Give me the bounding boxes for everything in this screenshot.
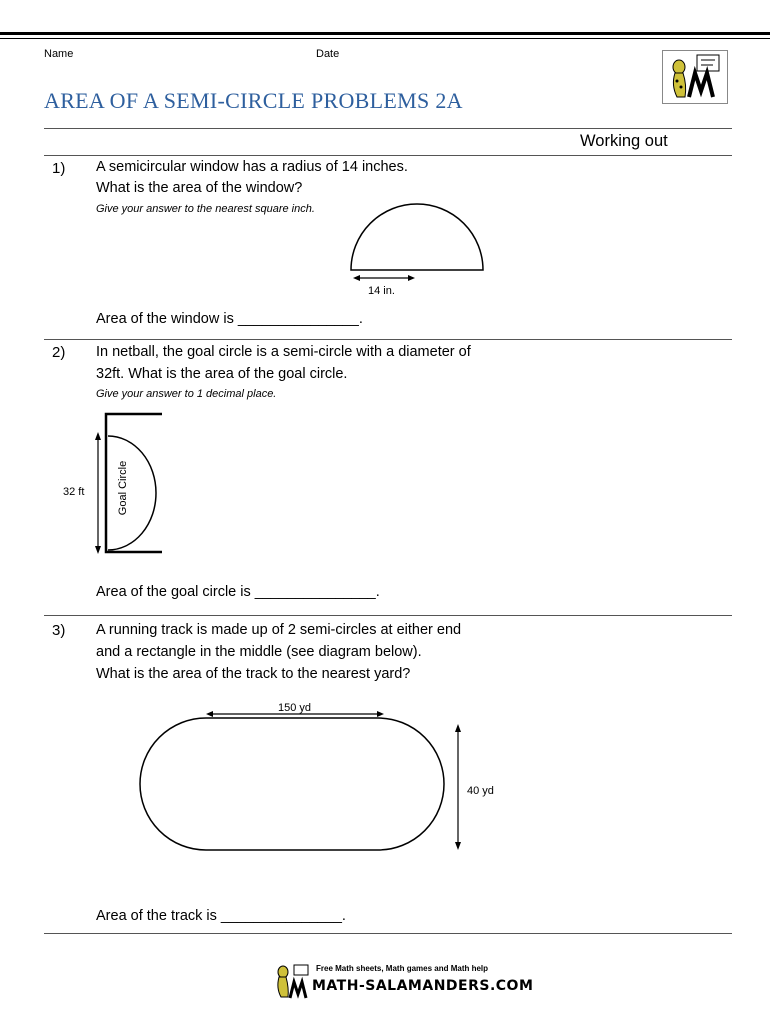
footer-logo	[272, 962, 534, 1002]
problem-1-answer: Area of the window is _______________.	[96, 311, 363, 327]
divider	[44, 155, 732, 156]
date-label: Date	[316, 48, 340, 60]
divider	[44, 128, 732, 129]
running-track-diagram	[140, 700, 480, 860]
window-radius-label: 14 in.	[368, 285, 395, 297]
problem-2-number: 2)	[52, 344, 66, 361]
problem-2-line-2: 32ft. What is the area of the goal circle.	[96, 366, 348, 382]
problem-1-line-1: A semicircular window has a radius of 14 inches.	[96, 159, 408, 175]
problem-1-number: 1)	[52, 160, 66, 177]
salamander-logo	[662, 50, 728, 104]
divider	[44, 339, 732, 340]
problem-3-line-2: and a rectangle in the middle (see diagram below).	[96, 644, 422, 660]
problem-1-line-2: What is the area of the window?	[96, 180, 303, 196]
problem-2-note: Give your answer to 1 decimal place.	[96, 388, 277, 400]
problem-2-answer: Area of the goal circle is _______________.	[96, 584, 380, 600]
track-width-label: 40 yd	[467, 785, 494, 797]
top-border-thick	[0, 32, 770, 35]
name-label: Name	[44, 48, 74, 60]
footer-site: MATH-SALAMANDERS.COM	[312, 978, 534, 994]
page-title: AREA OF A SEMI-CIRCLE PROBLEMS 2A	[44, 88, 463, 113]
problem-1-note: Give your answer to the nearest square inch.	[96, 203, 315, 215]
problem-3-line-3: What is the area of the track to the nearest yard?	[96, 666, 411, 682]
track-length-label: 150 yd	[278, 702, 312, 714]
problem-2-line-1: In netball, the goal circle is a semi-circle with a diameter of	[96, 344, 471, 360]
footer-tagline: Free Math sheets, Math games and Math help	[316, 964, 489, 973]
semicircle-window-diagram	[345, 200, 485, 280]
goal-diameter-label: 32 ft	[63, 486, 85, 498]
problem-3-answer: Area of the track is _______________.	[96, 908, 346, 924]
goal-circle-label: Goal Circle	[117, 460, 129, 516]
divider	[44, 933, 732, 934]
problem-3-line-1: A running track is made up of 2 semi-circles at either end	[96, 622, 462, 638]
top-border-thin	[0, 38, 770, 39]
problem-3-number: 3)	[52, 622, 66, 639]
working-out-heading: Working out	[580, 132, 668, 150]
divider	[44, 615, 732, 616]
goal-circle-diagram	[88, 410, 178, 570]
